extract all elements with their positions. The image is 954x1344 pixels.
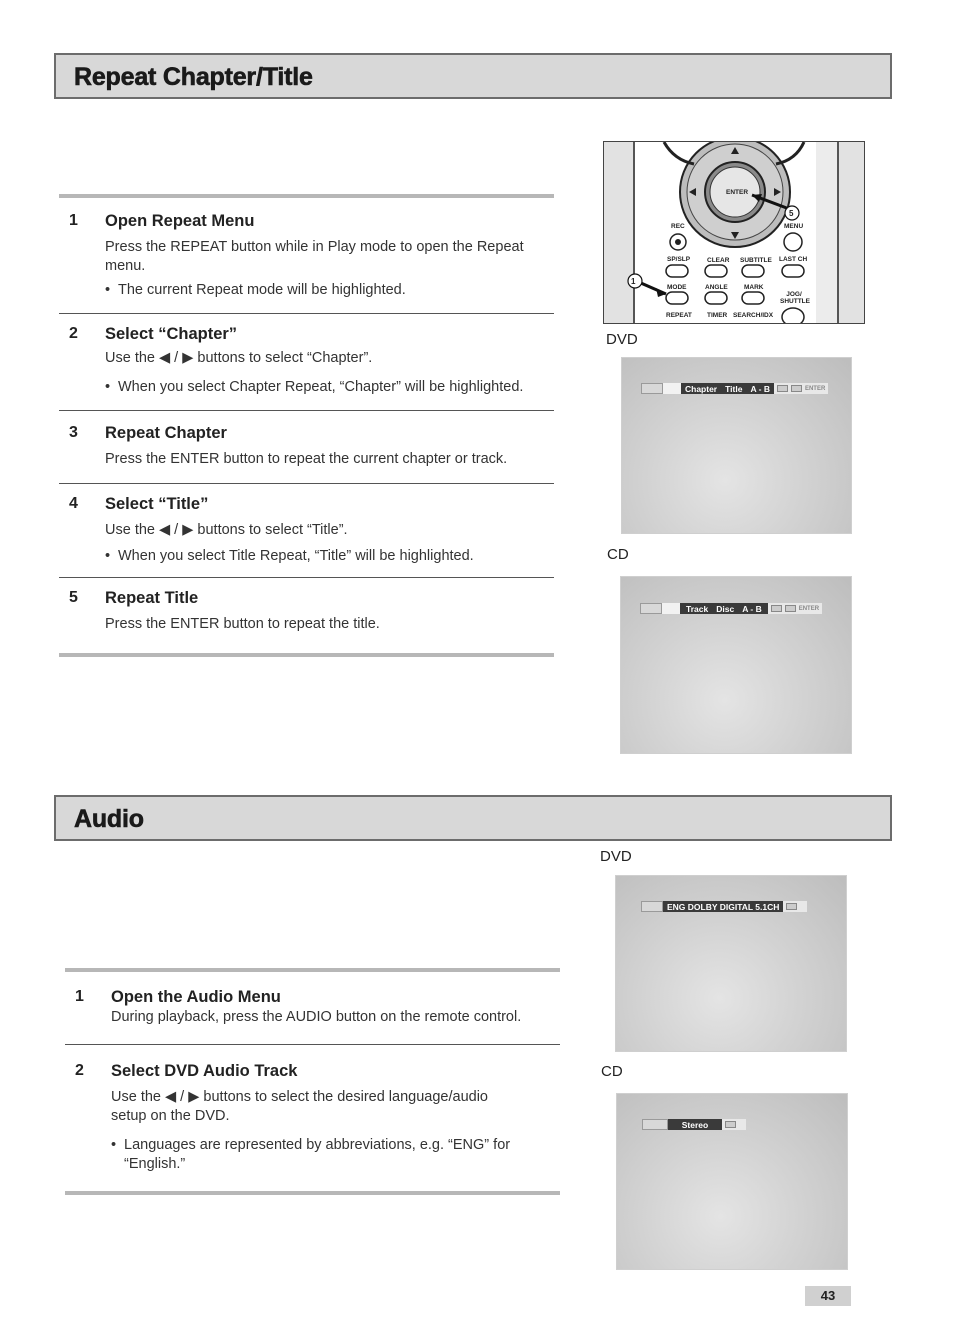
section-header-repeat (54, 53, 892, 99)
step-number: 4 (69, 495, 78, 512)
enter-key-icon (791, 385, 802, 392)
audio-track-text: ENG DOLBY DIGITAL 5.1CH (667, 901, 780, 912)
divider (65, 1044, 560, 1045)
dvd-label: DVD (606, 331, 638, 348)
mark-button-label: MARK (744, 284, 764, 291)
audio-mode-value (668, 1119, 722, 1130)
option-disc: Disc (716, 603, 735, 614)
step-number: 2 (75, 1062, 84, 1079)
enter-button-label: ENTER (726, 189, 749, 196)
divider (59, 653, 554, 657)
cd-audio-screen (616, 1093, 848, 1270)
divider (59, 577, 554, 578)
enter-key-icon (785, 605, 796, 612)
remote-body-graphic (604, 142, 865, 324)
subtitle-button-label: SUBTITLE (740, 257, 772, 264)
step-body: Press the ENTER button to repeat the title. (105, 616, 380, 632)
angle-button-label: ANGLE (705, 284, 728, 291)
option-track: Track (686, 603, 709, 614)
timer-button-label: TIMER (707, 312, 728, 319)
option-a-b: A - B (742, 603, 762, 614)
rec-button-label: REC (671, 223, 685, 230)
divider (59, 194, 554, 198)
option-title: Title (725, 383, 743, 394)
section-header-audio (54, 795, 892, 841)
audio-track-value (663, 901, 783, 912)
step-body: Press the REPEAT button while in Play mode to open the Repeat menu. (105, 239, 524, 274)
option-a-b: A - B (750, 383, 770, 394)
menu-button-label: MENU (784, 223, 804, 230)
step-number: 1 (75, 988, 84, 1005)
step-title: Open the Audio Menu (111, 988, 281, 1006)
step-number: 5 (69, 589, 78, 606)
jog-shuttle-label: JOG/ SHUTTLE (780, 291, 810, 305)
speaker-icon (642, 1119, 668, 1130)
step-title: Open Repeat Menu (105, 212, 255, 230)
cd-label: CD (601, 1063, 623, 1080)
step-title: Select “Title” (105, 495, 209, 513)
osd-hints (768, 603, 822, 614)
osd-hints (774, 383, 828, 394)
step-body: During playback, press the AUDIO button on the remote control. (111, 1009, 522, 1025)
step-title: Repeat Title (105, 589, 199, 607)
audio-osd-bar (641, 901, 807, 912)
last-ch-button-label: LAST CH (779, 256, 808, 263)
enter-hint: ENTER (804, 385, 826, 392)
search-idx-button-label: SEARCH/IDX (733, 312, 774, 319)
step-bullet: • Languages are represented by abbreviations, e.g. “ENG” for “English.” (111, 1136, 541, 1174)
repeat-options (681, 383, 774, 394)
audio-mode-text: Stereo (681, 1119, 709, 1130)
audio-icon (641, 901, 663, 912)
cd-label: CD (607, 546, 629, 563)
step-bullet: • The current Repeat mode will be highlighted. (105, 281, 545, 300)
step-body: Press the ENTER button to repeat the current chapter or track. (105, 451, 508, 467)
step-body: Use the ◀ / ▶ buttons to select the desired language/audio setup on the DVD. (111, 1089, 488, 1124)
divider (59, 483, 554, 484)
dvd-audio-screen (615, 875, 847, 1052)
repeat-icon (640, 603, 662, 614)
step-number: 1 (69, 212, 78, 229)
enter-hint: ENTER (798, 605, 820, 612)
left-right-key-icon (777, 385, 788, 392)
step-bullet: • When you select Title Repeat, “Title” will be highlighted. (105, 547, 545, 566)
page-number: 43 (805, 1286, 851, 1306)
remote-control-illustration (603, 141, 865, 324)
divider (59, 410, 554, 411)
dvd-repeat-screen (621, 357, 852, 534)
step-number: 2 (69, 325, 78, 342)
audio-osd-bar (642, 1119, 746, 1130)
step-body: Use the ◀ / ▶ buttons to select “Title”. (105, 522, 348, 538)
callout-1: 1 (631, 277, 636, 286)
section-title: Audio (74, 805, 144, 833)
repeat-button-label: REPEAT (666, 312, 692, 319)
mode-button-label: MODE (667, 284, 687, 291)
sp-slp-button-label: SP/SLP (667, 256, 691, 263)
osd-hints (783, 901, 807, 912)
repeat-icon (641, 383, 663, 394)
divider (59, 313, 554, 314)
option-chapter: Chapter (685, 383, 718, 394)
osd-hints (722, 1119, 746, 1130)
step-title: Repeat Chapter (105, 424, 227, 442)
repeat-osd-bar (641, 383, 828, 394)
clear-button-label: CLEAR (707, 257, 730, 264)
repeat-options (680, 603, 768, 614)
callout-5: 5 (789, 209, 794, 218)
dvd-label: DVD (600, 848, 632, 865)
left-right-key-icon (725, 1121, 736, 1128)
divider (65, 1191, 560, 1195)
repeat-osd-bar (640, 603, 822, 614)
left-right-key-icon (771, 605, 782, 612)
step-title: Select “Chapter” (105, 325, 238, 343)
divider (65, 968, 560, 972)
left-right-key-icon (786, 903, 797, 910)
section-title: Repeat Chapter/Title (74, 63, 313, 91)
cd-repeat-screen (620, 576, 852, 754)
step-body: Use the ◀ / ▶ buttons to select “Chapter”. (105, 350, 373, 366)
step-bullet: • When you select Chapter Repeat, “Chapter” will be highlighted. (105, 378, 585, 397)
step-number: 3 (69, 424, 78, 441)
step-title: Select DVD Audio Track (111, 1062, 298, 1080)
